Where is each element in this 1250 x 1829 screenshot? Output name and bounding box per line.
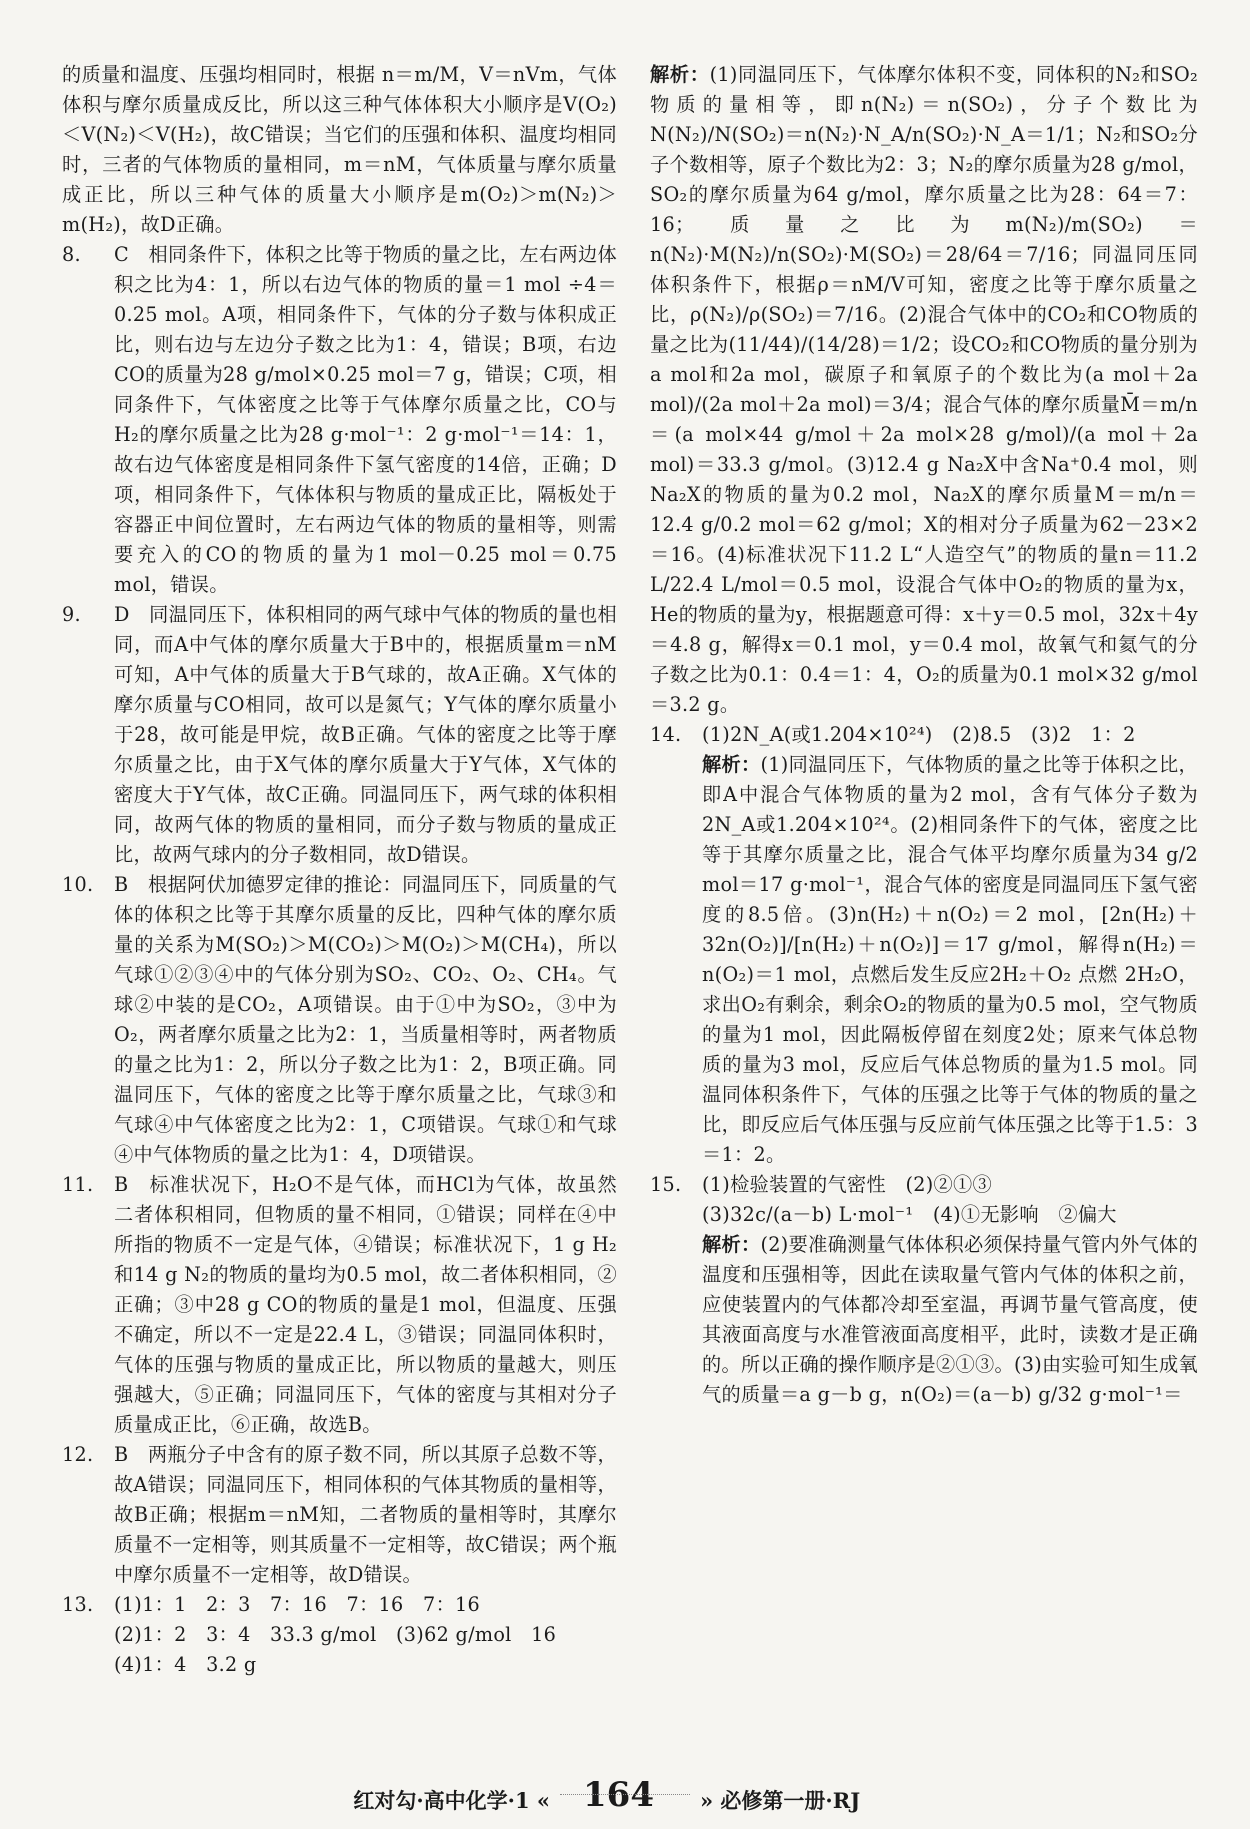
item-15-line-2: (3)32c/(a－b) L·mol⁻¹ (4)①无影响 ②偏大 [702,1203,1117,1226]
answer-item-11 [62,1170,617,1440]
answer-item-10 [62,870,617,1170]
right-column [650,60,1198,1410]
analysis-15 [650,1230,1198,1410]
answer-item-9 [62,600,617,870]
item-13-line-2: (2)1：2 3：4 33.3 g/mol (3)62 g/mol 16 [114,1623,557,1646]
analysis-label: 解析： [702,753,761,776]
answer-item-14 [650,720,1198,750]
answer-item-13 [62,1590,617,1620]
item-text: (1)2N_A(或1.204×10²⁴) (2)8.5 (3)2 1：2 [702,723,1136,746]
item-number: 12. [62,1443,94,1466]
answer-item-12 [62,1440,617,1590]
analysis-13 [650,60,1198,720]
item-number: 9. [62,603,81,626]
analysis-14 [650,750,1198,1170]
item-text: B 根据阿伏加德罗定律的推论：同温同压下，同质量的气体的体积之比等于其摩尔质量的反比，四种气体的摩尔质量的关系为M(SO₂)＞M(CO₂)＞M(O₂)＞M(CH₄)，所以气球①②③④中的气体分别为SO₂、CO₂、O₂、CH₄。气球②中装的是CO₂，A项错误。由于①中为SO₂，③中为O₂，两者摩尔质量之比为2：1，当质量相等时，两者物质的量之比为1：2，所以分子数之比为1：2，B项正确。同温同压下，气体的密度之比等于摩尔质量之比，气球③和气球④中气体密度之比为2：1，C项错误。气球①和气球④中气体物质的量之比为1：4，D项错误。 [114,873,617,1166]
item-13-line-3: (4)1：4 3.2 g [114,1653,257,1676]
item-number: 13. [62,1593,94,1616]
analysis-label: 解析： [650,63,710,86]
item-text: (1)检验装置的气密性 (2)②①③ [702,1173,993,1196]
item-number: 8. [62,243,81,266]
page-number: 164 [583,1775,654,1815]
item-text: (1)1：1 2：3 7：16 7：16 7：16 [114,1593,481,1616]
footer-ornament [560,1794,690,1809]
item-number: 14. [650,723,682,746]
item-text: B 标准状况下，H₂O不是气体，而HCl为气体，故虽然二者体积相同，但物质的量不相同，①错误；同样在④中所指的物质不一定是气体，④错误；标准状况下，1 g H₂和14 g N₂的物质的量均为0.5 mol，故二者体积相同，②正确；③中28 g CO的物质的量是1 mol，但温度、压强不确定，所以不一定是22.4 L，③错误；同温同体积时，气体的压强与物质的量成正比，所以物质的量越大，则压强越大，⑤正确；同温同压下，气体的密度与其相对分子质量成正比，⑥正确，故选B。 [114,1173,617,1436]
answer-item-8 [62,240,617,600]
footer-book-title: 红对勾·高中化学·1 « [353,1788,550,1813]
analysis-text: (1)同温同压下，气体摩尔体积不变，同体积的N₂和SO₂物质的量相等，即n(N₂)＝n(SO₂)，分子个数比为N(N₂)/N(SO₂)＝n(N₂)·N_A/n(SO₂)·N_A＝1/1；N₂和SO₂分子个数相等，原子个数比为2：3；N₂的摩尔质量为28 g/mol，SO₂的摩尔质量为64 g/mol，摩尔质量之比为28：64＝7：16；质量之比为m(N₂)/m(SO₂)＝n(N₂)·M(N₂)/n(SO₂)·M(SO₂)＝28/64＝7/16；同温同压同体积条件下，根据ρ＝nM/V可知，密度之比等于摩尔质量之比，ρ(N₂)/ρ(SO₂)＝7/16。(2)混合气体中的CO₂和CO物质的量之比为(11/44)/(14/28)＝1/2；设CO₂和CO物质的量分别为a mol和2a mol，碳原子和氧原子的个数比为(a mol＋2a mol)/(2a mol＋2a mol)＝3/4；混合气体的摩尔质量M̄＝m/n＝(a mol×44 g/mol＋2a mol×28 g/mol)/(a mol＋2a mol)＝33.3 g/mol。(3)12.4 g Na₂X中含Na⁺0.4 mol，则Na₂X的物质的量为0.2 mol，Na₂X的摩尔质量M＝m/n＝12.4 g/0.2 mol＝62 g/mol；X的相对分子质量为62－23×2＝16。(4)标准状况下11.2 L“人造空气”的物质的量n＝11.2 L/22.4 L/mol＝0.5 mol，设混合气体中O₂的物质的量为x，He的物质的量为y，根据题意可得：x＋y＝0.5 mol，32x＋4y＝4.8 g，解得x＝0.1 mol，y＝0.4 mol，故氧气和氦气的分子数之比为0.1：0.4＝1：4，O₂的质量为0.1 mol×32 g/mol＝3.2 g。 [650,63,1198,716]
analysis-text: (2)要准确测量气体体积必须保持量气管内外气体的温度和压强相等，因此在读取量气管内气体的体积之前，应使装置内的气体都冷却至室温，再调节量气管高度，使其液面高度与水准管液面高度相平，此时，读数才是正确的。所以正确的操作顺序是②①③。(3)由实验可知生成氧气的质量＝a g－b g，n(O₂)＝(a－b) g/32 g·mol⁻¹＝ [702,1233,1198,1406]
analysis-text: (1)同温同压下，气体物质的量之比等于体积之比，即A中混合气体物质的量为2 mol，含有气体分子数为2N_A或1.204×10²⁴。(2)相同条件下的气体，密度之比等于其摩尔质量之比，混合气体平均摩尔质量为34 g/2 mol＝17 g·mol⁻¹，混合气体的密度是同温同压下氢气密度的8.5倍。(3)n(H₂)＋n(O₂)＝2 mol，[2n(H₂)＋32n(O₂)]/[n(H₂)＋n(O₂)]＝17 g/mol，解得n(H₂)＝n(O₂)＝1 mol，点燃后发生反应2H₂＋O₂ 点燃 2H₂O，求出O₂有剩余，剩余O₂的物质的量为0.5 mol，空气物质的量为1 mol，因此隔板停留在刻度2处；原来气体总物质的量为3 mol，反应后气体总物质的量为1.5 mol。同温同体积条件下，气体的压强之比等于气体的物质的量之比，即反应后气体压强与反应前气体压强之比等于1.5：3＝1：2。 [702,753,1198,1166]
left-column [62,60,617,1680]
footer-edition: » 必修第一册·RJ [700,1788,861,1813]
answer-item-15 [650,1170,1198,1200]
left-para-continued: 的质量和温度、压强均相同时，根据 n＝m/M，V＝nVm，气体体积与摩尔质量成反比，所以这三种气体体积大小顺序是V(O₂)＜V(N₂)＜V(H₂)，故C错误；当它们的压强和体积、温度均相同时，三者的气体物质的量相同，m＝nM，气体质量与摩尔质量成正比，所以三种气体的质量大小顺序是m(O₂)＞m(N₂)＞m(H₂)，故D正确。 [62,63,617,236]
item-number: 10. [62,873,94,896]
analysis-label: 解析： [702,1233,761,1256]
item-text: B 两瓶分子中含有的原子数不同，所以其原子总数不等，故A错误；同温同压下，相同体积的气体其物质的量相等，故B正确；根据m＝nM知，二者物质的量相等时，其摩尔质量不一定相等，则其质量不一定相等，故C错误；两个瓶中摩尔质量不一定相等，故D错误。 [114,1443,617,1586]
item-text: C 相同条件下，体积之比等于物质的量之比，左右两边体积之比为4：1，所以右边气体的物质的量＝1 mol ÷4＝0.25 mol。A项，相同条件下，气体的分子数与体积成正比，则右边与左边分子数之比为1：4，错误；B项，右边CO的质量为28 g/mol×0.25 mol＝7 g，错误；C项，相同条件下，气体密度之比等于气体摩尔质量之比，CO与H₂的摩尔质量之比为28 g·mol⁻¹：2 g·mol⁻¹＝14：1，故右边气体密度是相同条件下氢气密度的14倍，正确；D项，相同条件下，气体体积与物质的量成正比，隔板处于容器正中间位置时，左右两边气体的物质的量相等，则需要充入的CO的物质的量为1 mol－0.25 mol＝0.75 mol，错误。 [114,243,617,596]
item-number: 15. [650,1173,682,1196]
item-number: 11. [62,1173,94,1196]
item-text: D 同温同压下，体积相同的两气球中气体的物质的量也相同，而A中气体的摩尔质量大于B中的，根据质量m＝nM可知，A中气体的质量大于B气球的，故A正确。X气体的摩尔质量与CO相同，故可以是氮气；Y气体的摩尔质量小于28，故可能是甲烷，故B正确。气体的密度之比等于摩尔质量之比，由于X气体的摩尔质量大于Y气体，X气体的密度大于Y气体，故C正确。同温同压下，两气球的体积相同，故两气体的物质的量相同，而分子数与物质的量成正比，故两气球内的分子数相同，故D错误。 [114,603,617,866]
